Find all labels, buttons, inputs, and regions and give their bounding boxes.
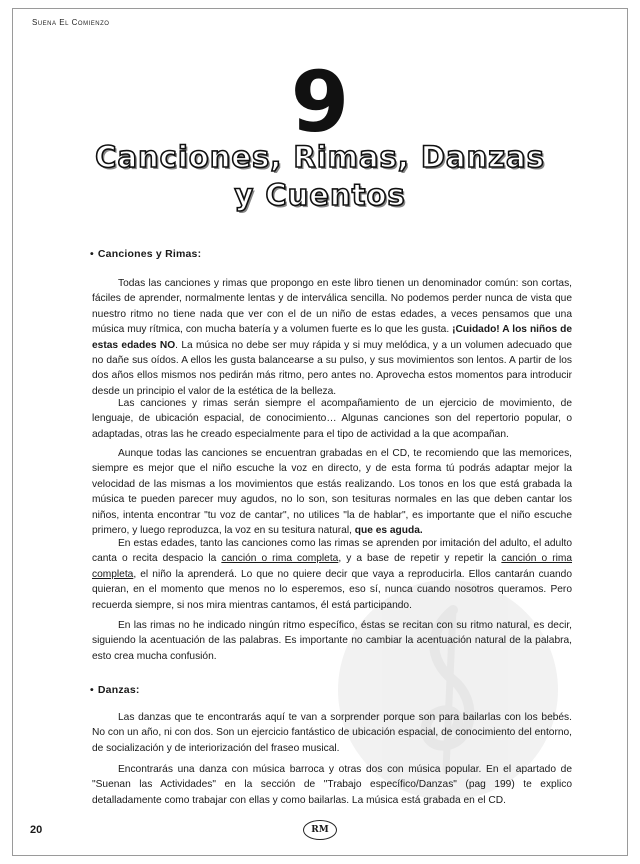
paragraph-text: , y a base de repetir y repetir la [338, 553, 502, 565]
bullet-icon: • [90, 248, 94, 260]
paragraph [92, 618, 572, 664]
paragraph-text: Aunque todas las canciones se encuentran grabadas en el CD, te recomiendo que las memorices, siempre es mejor que el niño escuche la voz en directo, y de esta forma tú podrás adaptar mejor la velocidad de las mismas a los movimientos que estás realizando. Los tonos en los que está grabada la música te pueden parecer muy agudos, no lo son, son tesituras normales en las que deben cantar los niños, intenta encontrar "tu voz de cantar", no utilices "la de hablar", es importante que el niño escuche primero, y luego reproduzca, la voz en su tesitura natural, [92, 448, 572, 537]
paragraph-bold-text: que es aguda. [354, 525, 423, 537]
publisher-logo: RM [303, 820, 337, 840]
paragraph [92, 762, 572, 808]
paragraph-underlined-text: canción o rima completa [221, 553, 339, 565]
section-heading-canciones [90, 248, 201, 260]
paragraph-text: En las rimas no he indicado ningún ritmo específico, éstas se recitan con su ritmo natural, es decir, siguiendo la acentuación de las palabras. Es importante no cambiar la acentuación natural de la palabra, esto crea mucha confusión. [92, 620, 572, 662]
paragraph-text: Encontrarás una danza con música barroca y otras dos con música popular. En el apartado de "Suenan las Actividades" en la sección de "Trabajo específico/Danzas" (pag 199) te explico detalladamente como trabajar con ellas y como bailarlas. La música está grabada en el CD. [92, 764, 572, 806]
paragraph-text: , el niño la aprenderá. Lo que no quiere decir que vaya a reproducirla. Ellos cantarán cuando quieran, en el momento que menos no lo esperemos, eso sí, nunca cuando nosotros queramos. Pero recuerda siempre, si nos mira mientras cantamos, él está participando. [92, 568, 572, 611]
section-heading-danzas [90, 684, 140, 696]
bullet-icon: • [90, 684, 94, 696]
paragraph [92, 396, 572, 442]
paragraph-underlined-text: canción o rima completa [92, 553, 572, 580]
paragraph-text: . La música no debe ser muy rápida y si muy melódica, y a un volumen adecuado que no dañe sus oídos. A ellos les gusta balancearse a su pulso, y sus movimientos son lentos. A partir de los dos años ellos mismos nos pedirán más ritmo, pero antes no. Aprovecha estos momentos para introducir desde un principio el valor de la estética de la belleza. [92, 339, 573, 397]
section-heading-text: Danzas: [97, 684, 140, 696]
paragraph [92, 710, 572, 756]
paragraph [92, 276, 572, 399]
paragraph-text: En estas edades, tanto las canciones como las rimas se aprenden por imitación del adulto, el adulto canta o recita despacio la [92, 538, 572, 565]
paragraph-bold-text: ¡Cuidado! A los niños de estas edades NO [92, 324, 572, 351]
paragraph-text: Las danzas que te encontrarás aquí te van a sorprender porque son para bailarlas con los bebés. No con un año, ni con dos. Son un ejercicio fantástico de ubicación espacial, de conocimiento del entorno, de socialización y de interiorización del fraseo musical. [92, 712, 572, 754]
running-header: Suena El Comienzo [32, 18, 110, 27]
chapter-title-line-2: y Cuentos [234, 178, 406, 212]
chapter-number: 9 [290, 53, 350, 151]
paragraph [92, 446, 572, 538]
paragraph-text: Las canciones y rimas serán siempre el acompañamiento de un ejercicio de movimiento, de lenguaje, de ubicación espacial, de conocimiento… Algunas canciones son del repertorio popular, o adaptadas, otras las he creado especialmente para el tipo de actividad a la que acompañan. [92, 398, 572, 440]
chapter-title-line-1: Canciones, Rimas, Danzas [95, 140, 545, 174]
paragraph [92, 536, 572, 613]
section-heading-text: Canciones y Rimas: [97, 248, 202, 260]
paragraph-text: Todas las canciones y rimas que propongo en este libro tienen un denominador común: son cortas, fáciles de aprender, normalmente lentas y de interválica sencilla. No podemos perder nunca de vista que nuestro ritmo no tiene nada que ver con el de un niño de estas edades, a veces pensamos que una música muy rítmica, con mucha batería y a volumen fuerte es lo que les gusta. [92, 278, 572, 336]
page-number: 20 [30, 824, 43, 836]
